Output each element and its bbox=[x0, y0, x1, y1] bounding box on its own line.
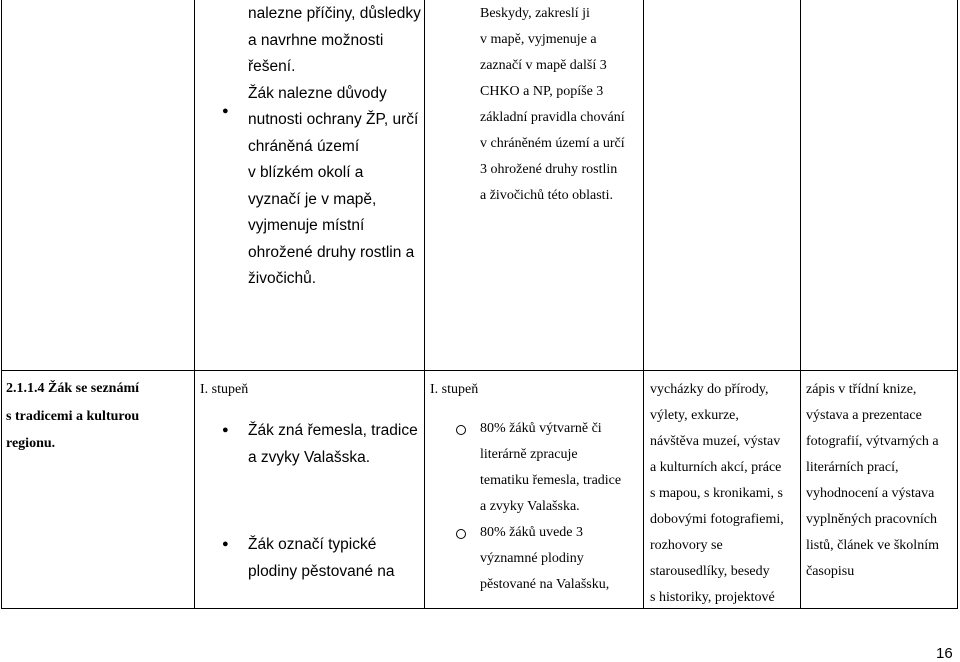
bottom-row-indicator-2 bbox=[480, 520, 609, 598]
text-line: 80% žáků výtvarně či bbox=[480, 421, 602, 436]
text-line: nalezne příčiny, důsledky bbox=[248, 5, 421, 22]
text-line: 80% žáků uvede 3 bbox=[480, 525, 584, 540]
bullet-icon: ● bbox=[222, 424, 229, 436]
text-line: literárních prací, bbox=[806, 460, 899, 475]
text-line: Žák zná řemesla, tradice bbox=[248, 422, 418, 439]
text-line: 3 ohrožené druhy rostlin bbox=[480, 162, 618, 177]
bottom-row-indicator-1 bbox=[480, 416, 621, 520]
table-column-divider-4 bbox=[800, 0, 801, 609]
top-row-learning-outcomes bbox=[248, 1, 421, 293]
text-line: chráněná území bbox=[248, 137, 360, 155]
text-line: živočichů. bbox=[248, 270, 317, 287]
bottom-row-evaluation bbox=[806, 377, 939, 585]
text-line: vyplněných pracovních bbox=[806, 512, 938, 527]
text-line: zápis v třídní knize, bbox=[806, 382, 917, 397]
text-line: v mapě, vyjmenuje a bbox=[480, 32, 597, 47]
bottom-row-methods bbox=[650, 377, 784, 611]
text-line: nutnosti ochrany ŽP, určí bbox=[248, 111, 419, 128]
level-label: I. stupeň bbox=[200, 382, 249, 397]
text-line: s mapou, s kronikami, s bbox=[650, 486, 783, 501]
text-line: Žák nalezne důvody bbox=[248, 84, 387, 102]
bottom-row-bullet-1 bbox=[248, 418, 418, 471]
text-line: výstava a prezentace bbox=[806, 408, 922, 423]
text-line: významné plodiny bbox=[480, 551, 584, 566]
table-row-divider bbox=[1, 370, 958, 371]
table-column-divider-3 bbox=[643, 0, 644, 609]
bullet-icon: ● bbox=[222, 105, 229, 117]
page-number: 16 bbox=[936, 645, 953, 662]
text-line: tematiku řemesla, tradice bbox=[480, 473, 622, 488]
level-label: I. stupeň bbox=[430, 382, 479, 397]
text-line: vycházky do přírody, bbox=[650, 382, 769, 397]
text-line: s historiky, projektové bbox=[650, 590, 775, 605]
text-line: Žák označí typické bbox=[248, 536, 377, 553]
text-line: starousedlíky, besedy bbox=[650, 564, 770, 579]
text-line: základní pravidla chování bbox=[480, 110, 625, 125]
bullet-icon: ● bbox=[222, 538, 229, 550]
top-row-indicators bbox=[480, 1, 625, 209]
text-line: rozhovory se bbox=[650, 538, 723, 553]
table-border-left bbox=[1, 0, 2, 609]
text-line: a živočichů této oblasti. bbox=[480, 188, 613, 203]
text-line: vyznačí je v mapě, bbox=[248, 190, 377, 208]
text-line: a kulturních akcí, práce bbox=[650, 460, 782, 475]
text-line: návštěva muzeí, výstav bbox=[650, 434, 781, 449]
text-line: vyhodnocení a výstava bbox=[806, 486, 935, 501]
circle-bullet-icon bbox=[456, 425, 466, 435]
text-line: CHKO a NP, popíše 3 bbox=[480, 84, 604, 99]
table-column-divider-2 bbox=[424, 0, 425, 609]
text-line: v blízkém okolí a bbox=[248, 164, 364, 181]
text-line: v chráněném území a určí bbox=[480, 136, 625, 151]
text-line: Beskydy, zakreslí ji bbox=[480, 6, 590, 21]
text-line: vyjmenuje místní bbox=[248, 217, 365, 234]
text-line: zaznačí v mapě další 3 bbox=[480, 58, 607, 73]
text-line: regionu. bbox=[6, 436, 56, 451]
text-line: 2.1.1.4 Žák se seznámí bbox=[6, 381, 139, 396]
text-line: ohrožené druhy rostlin a bbox=[248, 243, 415, 261]
text-line: pěstované na Valašsku, bbox=[480, 577, 610, 592]
bottom-row-bullet-2 bbox=[248, 532, 395, 585]
text-line: literárně zpracuje bbox=[480, 447, 578, 462]
text-line: plodiny pěstované na bbox=[248, 562, 395, 580]
text-line: fotografií, výtvarných a bbox=[806, 434, 939, 449]
table-border-right bbox=[957, 0, 958, 609]
bottom-row-outcome-code bbox=[6, 375, 139, 458]
text-line: listů, článek ve školním bbox=[806, 538, 939, 553]
text-line: a zvyky Valašska. bbox=[248, 448, 371, 466]
table-column-divider-1 bbox=[194, 0, 195, 609]
text-line: výlety, exkurze, bbox=[650, 408, 739, 423]
text-line: časopisu bbox=[806, 564, 855, 579]
circle-bullet-icon bbox=[456, 529, 466, 539]
text-line: dobovými fotografiemi, bbox=[650, 512, 784, 527]
table-border-bottom bbox=[1, 608, 958, 609]
text-line: a navrhne možnosti bbox=[248, 31, 384, 49]
text-line: s tradicemi a kulturou bbox=[6, 408, 140, 424]
text-line: a zvyky Valašska. bbox=[480, 499, 580, 514]
text-line: řešení. bbox=[248, 58, 296, 75]
